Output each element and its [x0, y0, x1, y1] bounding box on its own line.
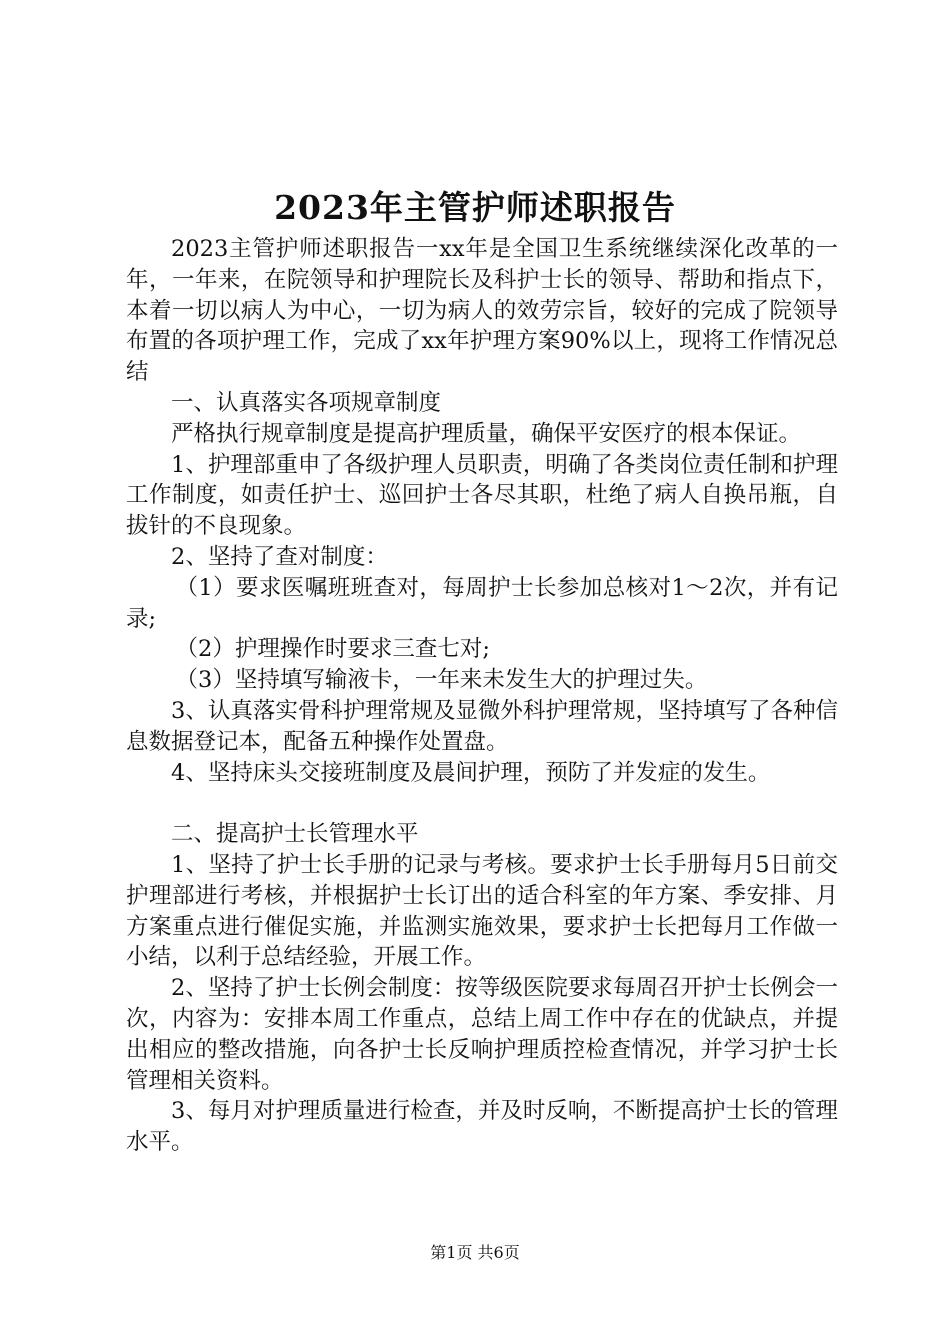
paragraph: 严格执行规章制度是提高护理质量，确保平安医疗的根本保证。	[171, 420, 802, 447]
paragraph: （3）坚持填写输液卡，一年来未发生大的护理过失。	[175, 667, 708, 694]
paragraph: 1、护理部重申了各级护理人员职责，明确了各类岗位责任制和护理工作制度，如责任护士、巡回护士各尽其职，杜绝了病人自换吊瓶，自拔针的不良现象。	[126, 451, 838, 540]
document-body	[126, 234, 838, 1158]
paragraph: 4、坚持床头交接班制度及晨间护理，预防了并发症的发生。	[171, 759, 771, 786]
document-title: 2023年主管护师述职报告	[274, 188, 676, 227]
paragraph-intro: 2023主管护师述职报告一xx年是全国卫生系统继续深化改革的一年，一年来，在院领导和护理院长及科护士长的领导、帮助和指点下，本着一切以病人为中心，一切为病人的效劳宗旨，较好的完成了院领导布置的各项护理工作，完成了xx年护理方案90%以上，现将工作情况总结	[126, 236, 838, 386]
page-footer: 第1页 共6页	[430, 1243, 520, 1262]
blank-line	[126, 788, 838, 819]
section-heading-1: 一、认真落实各项规章制度	[171, 389, 442, 416]
paragraph: 3、每月对护理质量进行检查，并及时反响，不断提高护士长的管理水平。	[126, 1098, 838, 1156]
section-heading-2: 二、提高护士长管理水平	[171, 821, 419, 848]
paragraph: 2、坚持了护士长例会制度：按等级医院要求每周召开护士长例会一次，内容为：安排本周工作重点，总结上周工作中存在的优缺点，并提出相应的整改措施，向各护士长反响护理质控检查情况，并学习护士长管理相关资料。	[126, 975, 838, 1094]
paragraph: 3、认真落实骨科护理常规及显微外科护理常规，坚持填写了各种信息数据登记本，配备五种操作处置盘。	[126, 697, 838, 755]
paragraph: （2）护理操作时要求三查七对;	[175, 636, 490, 663]
paragraph: 2、坚持了查对制度：	[171, 543, 388, 570]
paragraph: （1）要求医嘱班班查对，每周护士长参加总核对1～2次，并有记录;	[126, 574, 838, 632]
paragraph: 1、坚持了护士长手册的记录与考核。要求护士长手册每月5日前交护理部进行考核，并根据护士长订出的适合科室的年方案、季安排、月方案重点进行催促实施，并监测实施效果，要求护士长把每月工作做一小结，以利于总结经验，开展工作。	[126, 851, 838, 971]
